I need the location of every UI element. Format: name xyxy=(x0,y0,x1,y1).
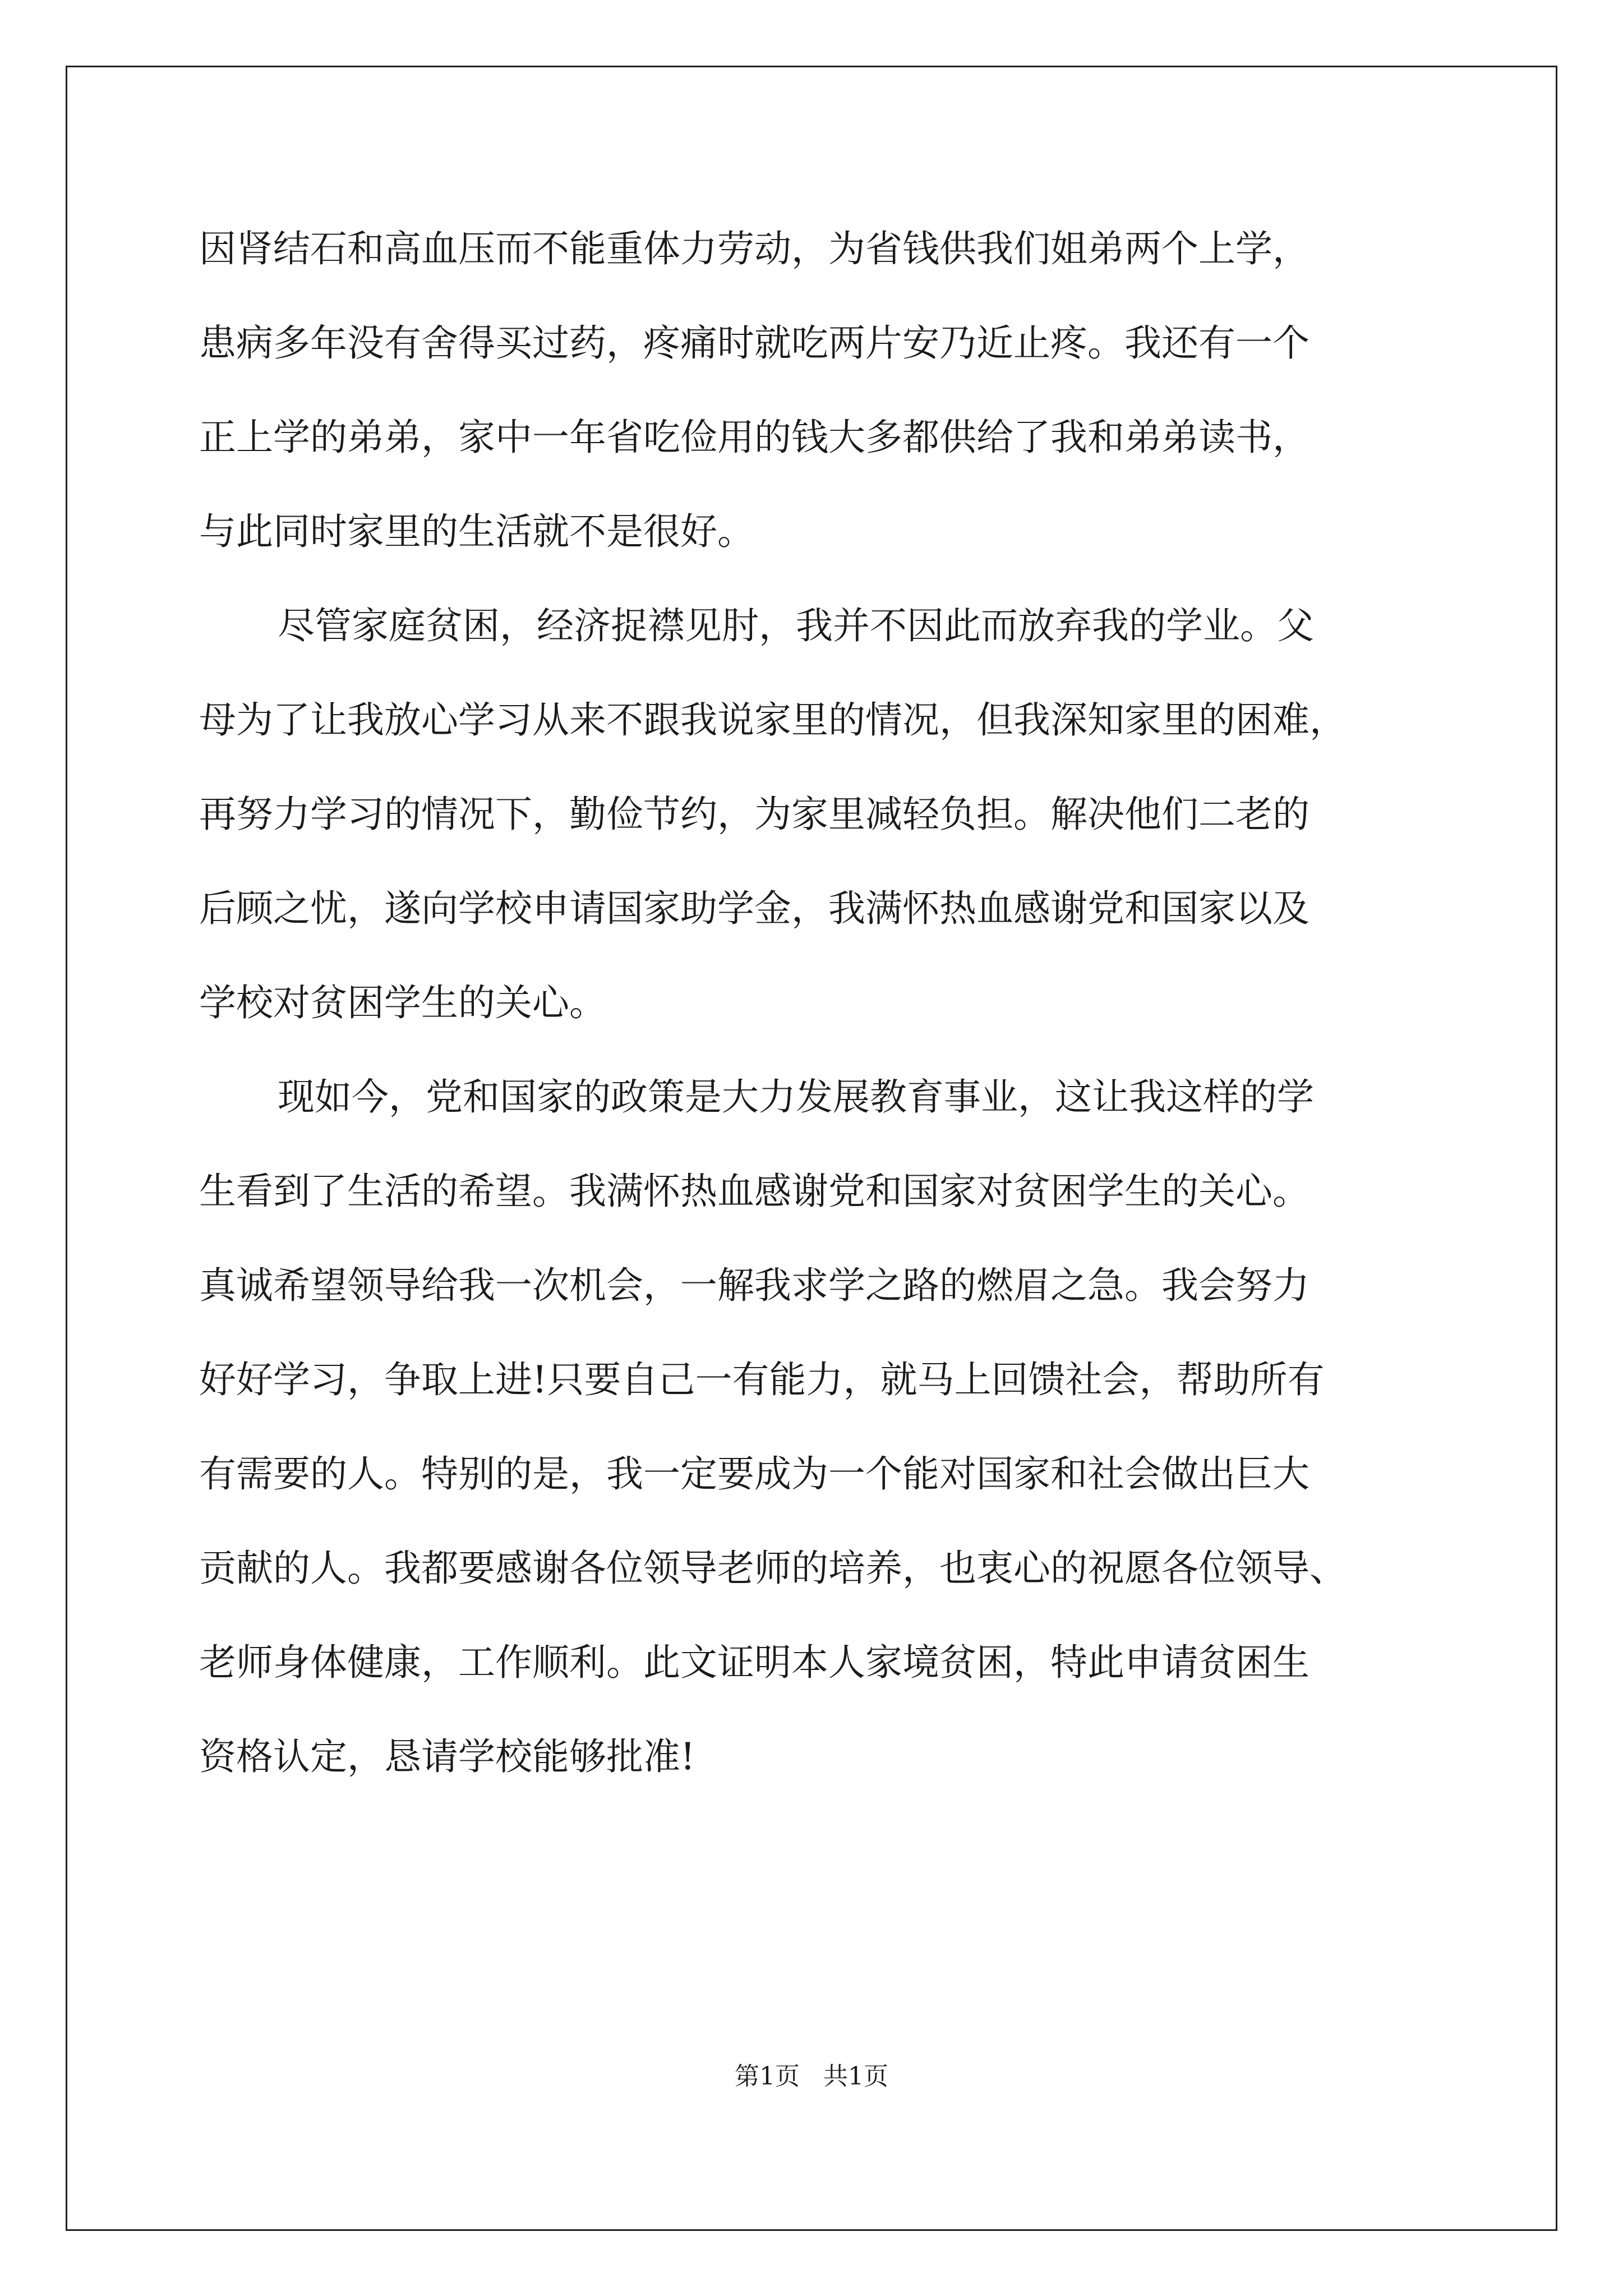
page-footer: 第1页 共1页 xyxy=(735,2062,888,2091)
text-line: 生看到了生活的希望。我满怀热血感谢党和国家对贫困学生的关心。 xyxy=(199,1170,1310,1213)
text-line: 再努力学习的情况下，勤俭节约，为家里减轻负担。解决他们二老的 xyxy=(199,793,1310,836)
text-line: 学校对贫困学生的关心。 xyxy=(199,981,606,1024)
text-line: 因肾结石和高血压而不能重体力劳动，为省钱供我们姐弟两个上学， xyxy=(199,227,1310,270)
text-line: 患病多年没有舍得买过药，疼痛时就吃两片安乃近止疼。我还有一个 xyxy=(199,321,1310,365)
paragraph-start-line: 尽管家庭贫困，经济捉襟见肘，我并不因此而放弃我的学业。父 xyxy=(278,604,1314,647)
text-line: 母为了让我放心学习从来不跟我说家里的情况，但我深知家里的困难， xyxy=(199,698,1347,742)
text-line: 资格认定，恳请学校能够批准! xyxy=(199,1735,695,1778)
text-line: 正上学的弟弟，家中一年省吃俭用的钱大多都供给了我和弟弟读书， xyxy=(199,416,1310,459)
text-line: 真诚希望领导给我一次机会，一解我求学之路的燃眉之急。我会努力 xyxy=(199,1264,1310,1307)
text-line: 贡献的人。我都要感谢各位领导老师的培养，也衷心的祝愿各位领导、 xyxy=(199,1547,1347,1590)
document-body xyxy=(199,202,1433,1804)
text-line: 后顾之忧，遂向学校申请国家助学金，我满怀热血感谢党和国家以及 xyxy=(199,887,1310,930)
text-line: 与此同时家里的生活就不是很好。 xyxy=(199,510,754,553)
text-line: 有需要的人。特别的是，我一定要成为一个能对国家和社会做出巨大 xyxy=(199,1452,1310,1496)
text-line: 好好学习，争取上进!只要自己一有能力，就马上回馈社会，帮助所有 xyxy=(199,1358,1325,1401)
paragraph-start-line: 现如今，党和国家的政策是大力发展教育事业，这让我这样的学 xyxy=(278,1075,1314,1119)
text-line: 老师身体健康，工作顺利。此文证明本人家境贫困，特此申请贫困生 xyxy=(199,1641,1310,1684)
